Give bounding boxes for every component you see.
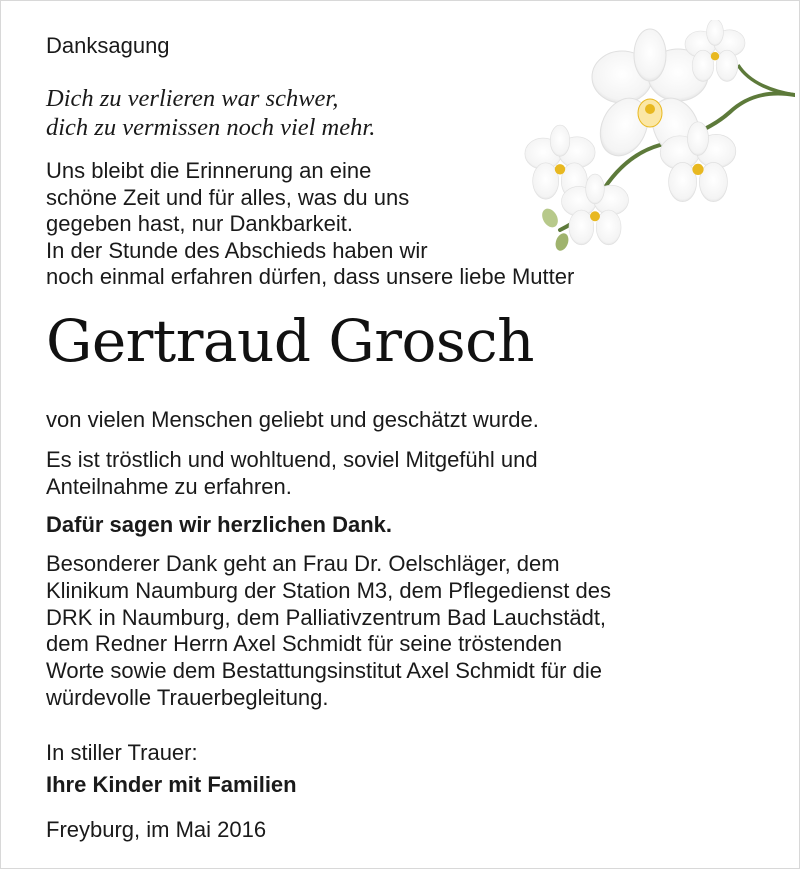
text-line: würdevolle Trauerbegleitung.	[46, 684, 329, 710]
notice-heading: Danksagung	[46, 33, 170, 58]
text-line: Uns bleibt die Erinnerung an eine	[46, 158, 372, 183]
thanks-line: Dafür sagen wir herzlichen Dank.	[46, 512, 392, 537]
signatories: Ihre Kinder mit Familien	[46, 772, 297, 797]
text-line: DRK in Naumburg, dem Palliativzentrum Bad Lauchstädt,	[46, 604, 607, 630]
text-line: schöne Zeit und für alles, was du uns	[46, 184, 410, 210]
text-line: In der Stunde des Abschieds haben wir	[46, 237, 428, 263]
text-line: von vielen Menschen geliebt und geschätzt wurde.	[46, 407, 539, 432]
motto	[46, 84, 375, 142]
place-date: Freyburg, im Mai 2016	[46, 817, 267, 842]
text-line: Besonderer Dank geht an Frau Dr. Oelschläger, dem	[46, 551, 560, 576]
paragraph-special-thanks	[46, 551, 611, 712]
text-line: noch einmal erfahren dürfen, dass unsere liebe Mutter	[46, 264, 575, 289]
paragraph-loved	[46, 407, 539, 433]
deceased-name: Gertraud Grosch	[46, 307, 534, 375]
paragraph-memory	[46, 158, 574, 291]
text-line: Anteilnahme zu erfahren.	[46, 473, 292, 499]
orchid-image	[520, 20, 795, 255]
text-line: Es ist tröstlich und wohltuend, soviel Mitgefühl und	[46, 447, 538, 472]
motto-line: dich zu vermissen noch viel mehr.	[46, 114, 376, 141]
text-line: Worte sowie dem Bestattungsinstitut Axel Schmidt für die	[46, 658, 602, 684]
text-line: Klinikum Naumburg der Station M3, dem Pflegedienst des	[46, 577, 611, 603]
mourning-label: In stiller Trauer:	[46, 740, 198, 765]
paragraph-comfort	[46, 447, 538, 500]
text-line: gegeben hast, nur Dankbarkeit.	[46, 211, 353, 236]
motto-line: Dich zu verlieren war schwer,	[46, 85, 339, 112]
text-line: dem Redner Herrn Axel Schmidt für seine tröstenden	[46, 631, 563, 657]
